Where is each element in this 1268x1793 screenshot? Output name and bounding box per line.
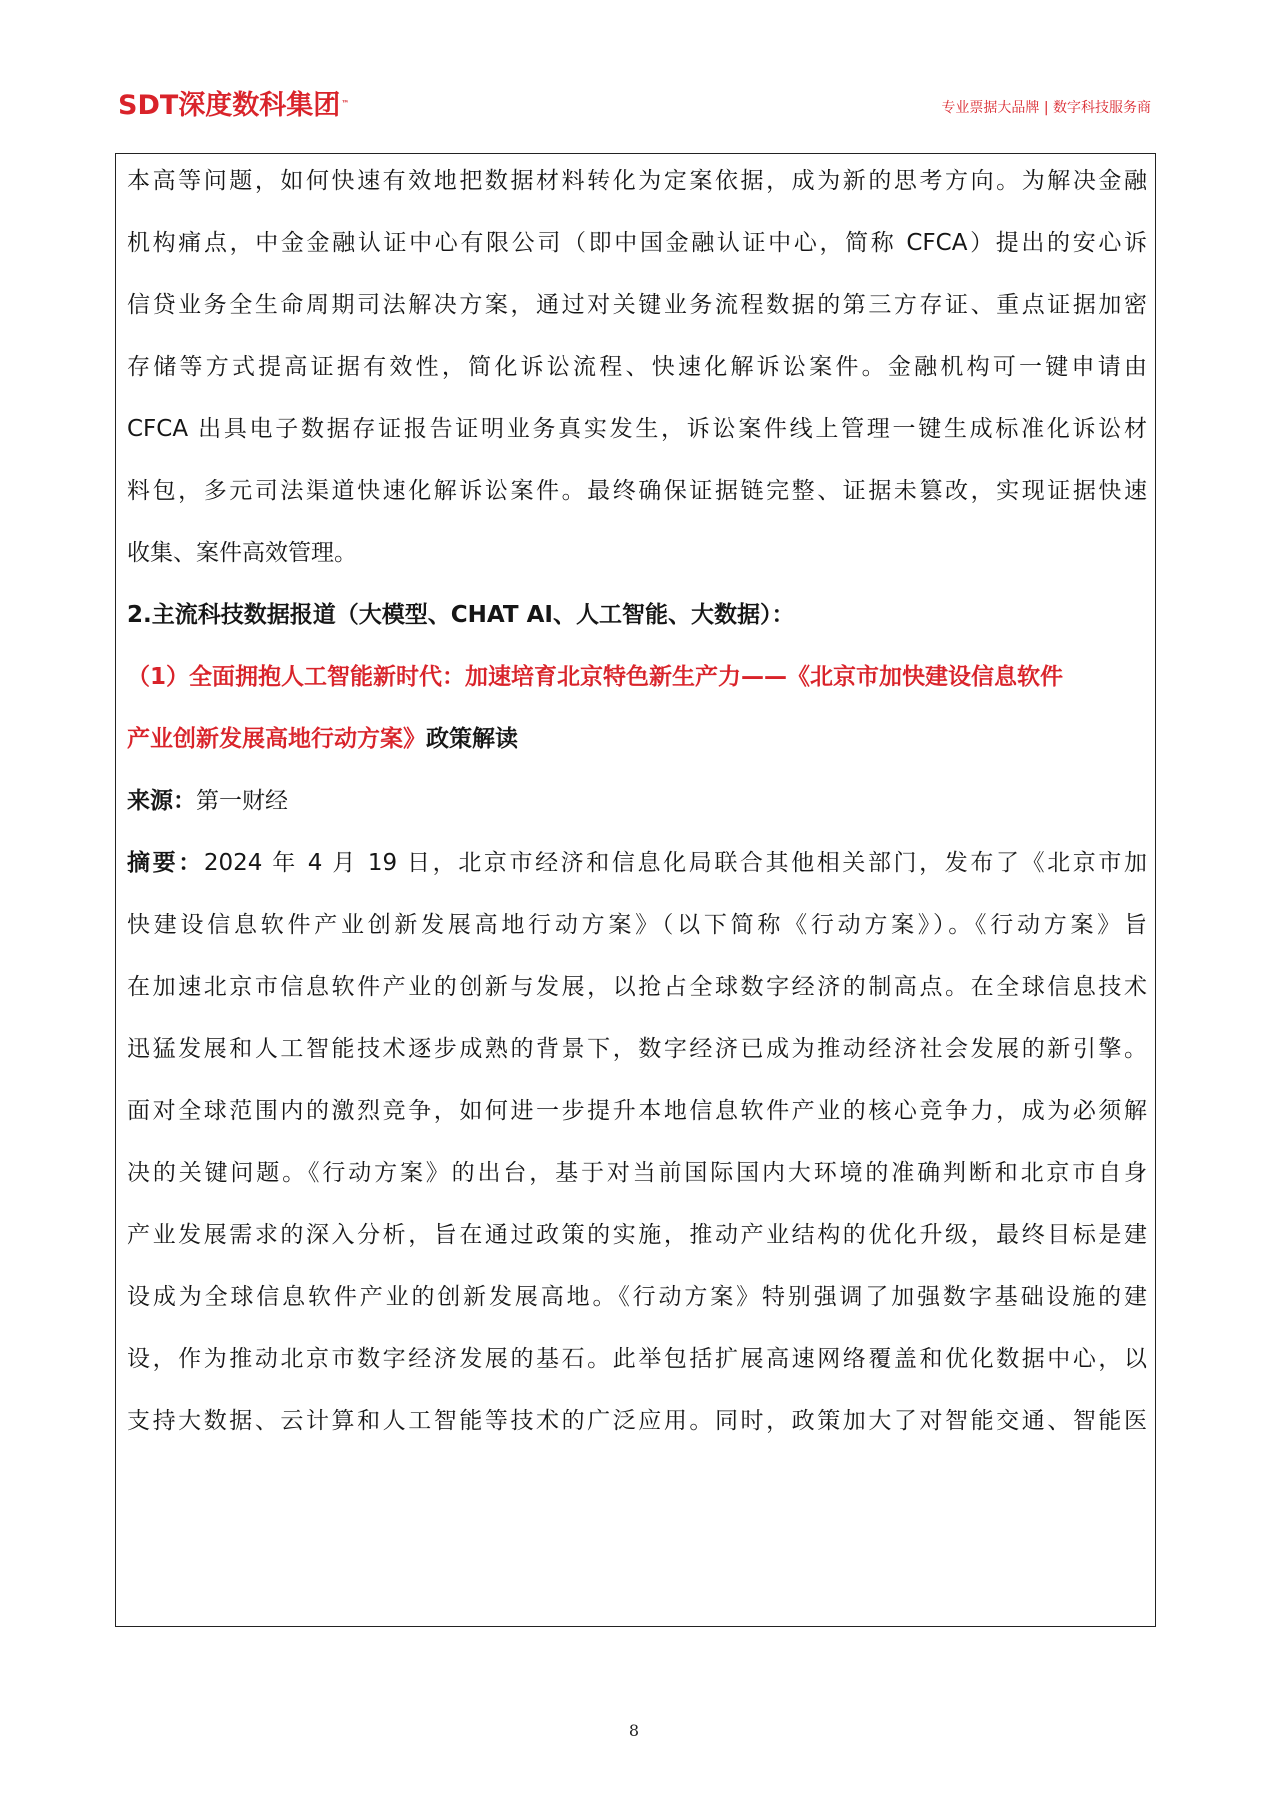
summary-line: 设，作为推动北京市数字经济发展的基石。此举包括扩展高速网络覆盖和优化数据中心，以 — [127, 1346, 1147, 1372]
paragraph-line: 机构痛点，中金金融认证中心有限公司（即中国金融认证中心，简称 CFCA）提出的安心诉 — [127, 230, 1147, 256]
source-line — [127, 781, 1147, 821]
summary-line: 决的关键问题。《行动方案》的出台，基于对当前国际国内大环境的准确判断和北京市自身 — [127, 1160, 1147, 1186]
paragraph-line: CFCA 出具电子数据存证报告证明业务真实发生，诉讼案件线上管理一键生成标准化诉讼材 — [127, 416, 1147, 442]
article-title-suffix: 政策解读 — [426, 726, 518, 752]
paragraph-line: 存储等方式提高证据有效性，简化诉讼流程、快速化解诉讼案件。金融机构可一键申请由 — [127, 354, 1147, 380]
article-title-line-2 — [127, 719, 1147, 759]
summary-first-line — [127, 843, 1147, 883]
page-number: 8 — [628, 1721, 640, 1740]
paragraph-line: 料包，多元司法渠道快速化解诉讼案件。最终确保证据链完整、证据未篡改，实现证据快速 — [127, 478, 1147, 504]
summary-line: 支持大数据、云计算和人工智能等技术的广泛应用。同时，政策加大了对智能交通、智能医 — [127, 1408, 1147, 1434]
section-heading: 2.主流科技数据报道（大模型、CHAT AI、人工智能、大数据）： — [127, 602, 795, 628]
summary-label: 摘要： — [127, 850, 204, 876]
summary-text: 2024 年 4 月 19 日，北京市经济和信息化局联合其他相关部门，发布了《北京市加 — [203, 850, 1148, 876]
summary-line: 产业发展需求的深入分析，旨在通过政策的实施，推动产业结构的优化升级，最终目标是建 — [127, 1222, 1147, 1248]
article-title-line-1 — [127, 657, 1147, 697]
trademark-mark: ™ — [341, 99, 350, 108]
summary-line: 在加速北京市信息软件产业的创新与发展，以抢占全球数字经济的制高点。在全球信息技术 — [127, 974, 1147, 1000]
summary-line: 面对全球范围内的激烈竞争，如何进一步提升本地信息软件产业的核心竞争力，成为必须解 — [127, 1098, 1147, 1124]
paragraph-line: 收集、案件高效管理。 — [127, 540, 357, 566]
header-slogan: 专业票据大品牌 | 数字科技服务商 — [941, 100, 1151, 116]
article-number: （1） — [127, 664, 190, 690]
article-title-text-cont: 产业创新发展高地行动方案》 — [127, 726, 426, 752]
source-label: 来源： — [127, 788, 196, 814]
article-title-text: 全面拥抱人工智能新时代：加速培育北京特色新生产力——《北京市加快建设信息软件 — [189, 664, 1064, 690]
source-value: 第一财经 — [196, 788, 288, 814]
summary-line: 迅猛发展和人工智能技术逐步成熟的背景下，数字经济已成为推动经济社会发展的新引擎。 — [127, 1036, 1147, 1062]
summary-line: 快建设信息软件产业创新发展高地行动方案》（以下简称《行动方案》）。《行动方案》旨 — [127, 912, 1147, 938]
paragraph-line: 本高等问题，如何快速有效地把数据材料转化为定案依据，成为新的思考方向。为解决金融 — [127, 168, 1147, 194]
summary-line: 设成为全球信息软件产业的创新发展高地。《行动方案》特别强调了加强数字基础设施的建 — [127, 1284, 1147, 1310]
company-logo — [118, 90, 349, 122]
logo-text: SDT深度数科集团 — [118, 90, 341, 121]
paragraph-line: 信贷业务全生命周期司法解决方案，通过对关键业务流程数据的第三方存证、重点证据加密 — [127, 292, 1147, 318]
